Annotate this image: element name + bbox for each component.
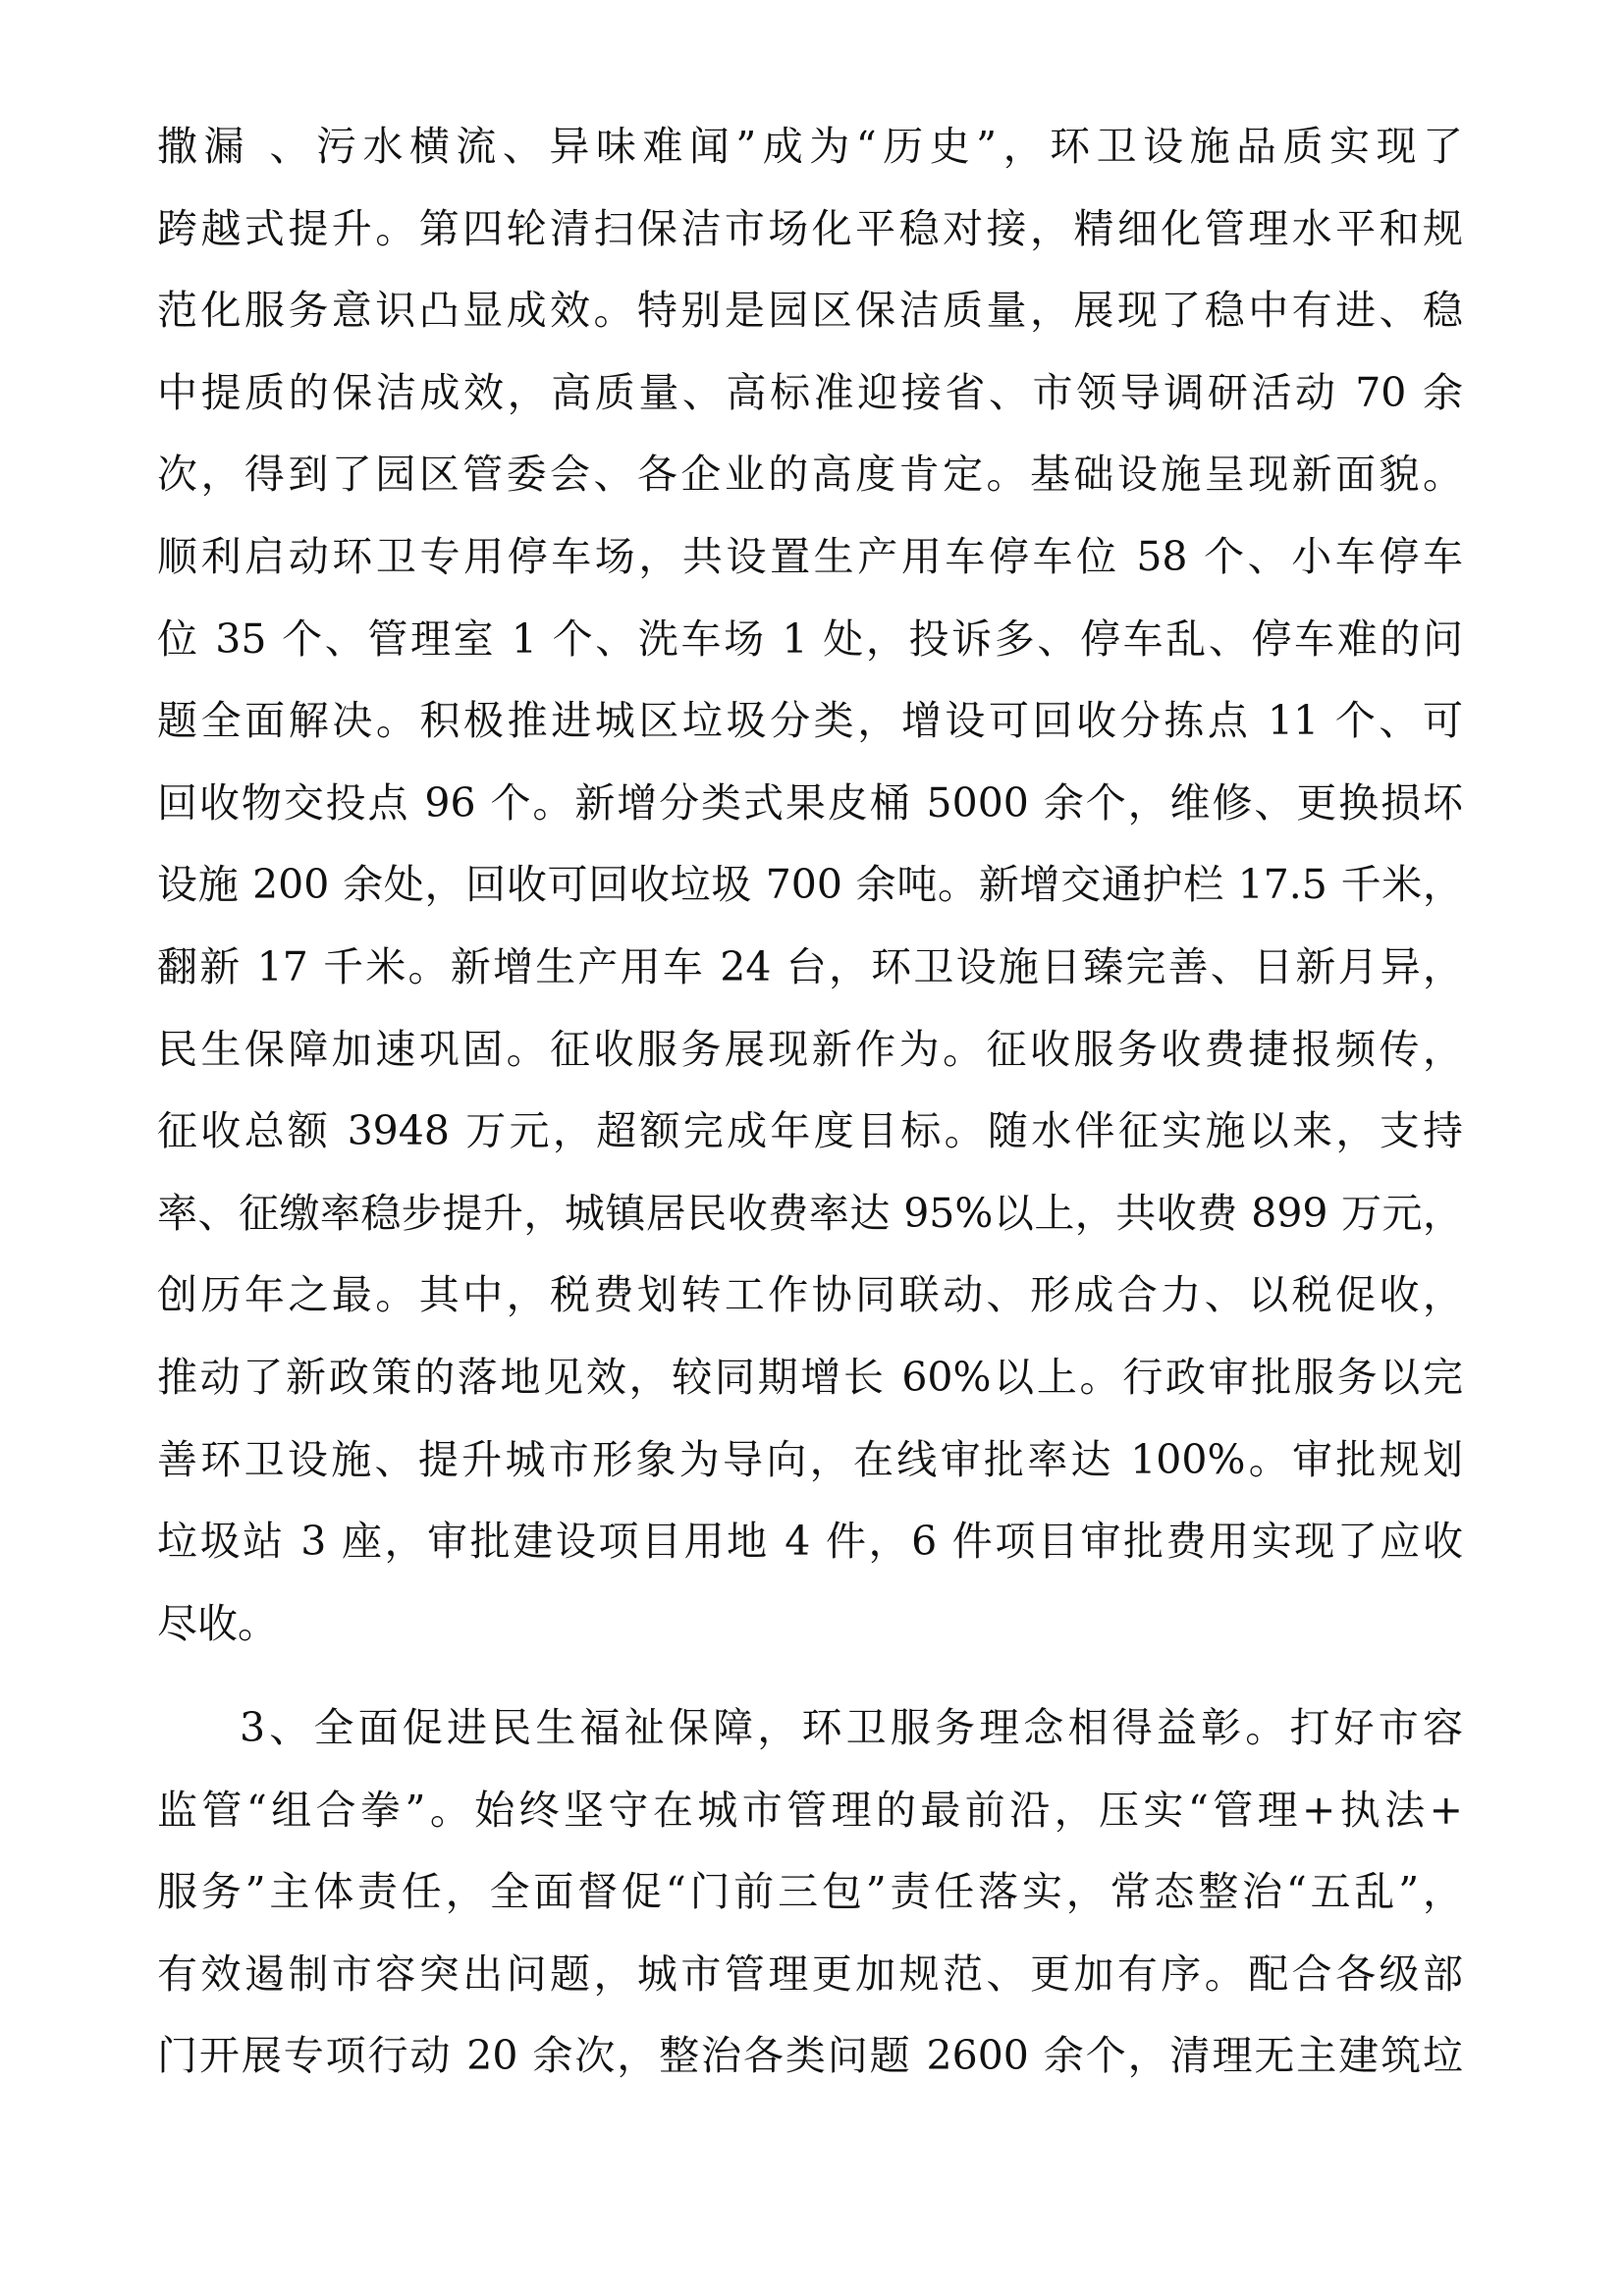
text-line: 门开展专项行动 20 余次，整治各类问题 2600 余个，清理无主建筑垃: [157, 2032, 1463, 2080]
text-line: 顺利启动环卫专用停车场，共设置生产用车停车位 58 个、小车停车: [157, 532, 1463, 580]
text-line: 次，得到了园区管委会、各企业的高度肯定。基础设施呈现新面貌。: [157, 451, 1463, 499]
text-line: 监管“组合拳”。始终坚守在城市管理的最前沿，压实“管理+执法+: [157, 1786, 1463, 1834]
text-line: 有效遏制市容突出问题，城市管理更加规范、更加有序。配合各级部: [157, 1949, 1463, 1998]
text-line: 服务”主体责任，全面督促“门前三包”责任落实，常态整治“五乱”，: [157, 1868, 1463, 1916]
text-line: 推动了新政策的落地见效，较同期增长 60%以上。行政审批服务以完: [157, 1353, 1463, 1401]
text-line: 跨越式提升。第四轮清扫保洁市场化平稳对接，精细化管理水平和规: [157, 204, 1463, 252]
text-line: 回收物交投点 96 个。新增分类式果皮桶 5000 余个，维修、更换损坏: [157, 778, 1463, 827]
text-line: 设施 200 余处，回收可回收垃圾 700 余吨。新增交通护栏 17.5 千米，: [157, 861, 1463, 909]
text-line: 3、全面促进民生福祉保障，环卫服务理念相得益彰。打好市容: [240, 1704, 1463, 1751]
text-line: 征收总额 3948 万元，超额完成年度目标。随水伴征实施以来，支持: [157, 1107, 1463, 1155]
text-line: 范化服务意识凸显成效。特别是园区保洁质量，展现了稳中有进、稳: [157, 287, 1463, 335]
text-line: 民生保障加速巩固。征收服务展现新作为。征收服务收费捷报频传，: [157, 1025, 1463, 1073]
text-line: 创历年之最。其中，税费划转工作协同联动、形成合力、以税促收，: [157, 1271, 1463, 1319]
body-paragraph-livelihood: [157, 1687, 1463, 2098]
text-line: 位 35 个、管理室 1 个、洗车场 1 处，投诉多、停车乱、停车难的问: [157, 614, 1463, 663]
text-line: 善环卫设施、提升城市形象为导向，在线审批率达 100%。审批规划: [157, 1435, 1463, 1483]
text-line: 题全面解决。积极推进城区垃圾分类，增设可回收分拣点 11 个、可: [157, 697, 1463, 745]
text-line: 尽收。: [157, 1599, 278, 1647]
text-line: 率、征缴率稳步提升，城镇居民收费率达 95%以上，共收费 899 万元，: [157, 1189, 1463, 1237]
text-line: 撒漏 、污水横流、异味难闻”成为“历史”，环卫设施品质实现了: [157, 123, 1463, 170]
text-line: 翻新 17 千米。新增生产用车 24 台，环卫设施日臻完善、日新月异，: [157, 942, 1463, 990]
body-paragraph-facilities: [157, 106, 1463, 1665]
text-line: 垃圾站 3 座，审批建设项目用地 4 件，6 件项目审批费用实现了应收: [157, 1518, 1463, 1566]
text-line: 中提质的保洁成效，高质量、高标准迎接省、市领导调研活动 70 余: [157, 368, 1463, 416]
